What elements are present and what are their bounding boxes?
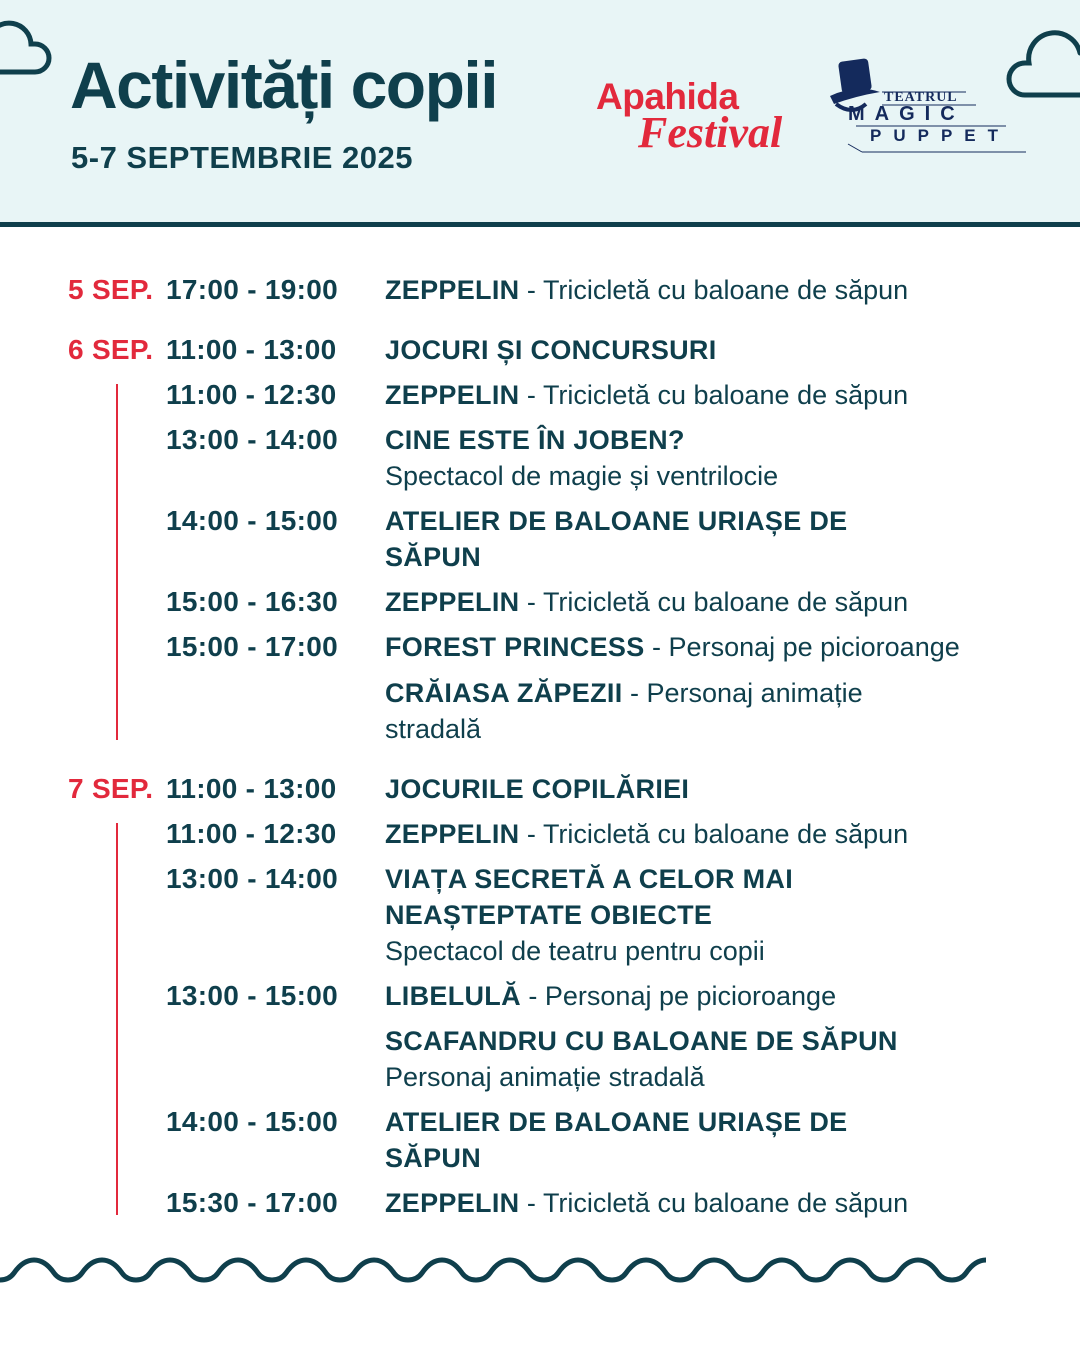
- event-name: CINE ESTE ÎN JOBEN?: [385, 425, 685, 455]
- page-title: Activități copii: [70, 48, 498, 122]
- header-divider: [0, 222, 1080, 227]
- cloud-icon: [0, 10, 60, 80]
- event-activity: [385, 675, 945, 747]
- event-name: JOCURILE COPILĂRIEI: [385, 774, 690, 804]
- event-activity: [385, 503, 865, 575]
- event-activity: [385, 1104, 865, 1176]
- event-description: Tricicletă cu baloane de săpun: [542, 819, 909, 849]
- event-time: 11:00 - 12:30: [166, 379, 337, 410]
- event-separator: -: [622, 678, 647, 708]
- event-separator: -: [644, 632, 669, 662]
- wave-divider: [0, 1252, 1080, 1292]
- event-activity: [385, 861, 865, 969]
- event-time: 13:00 - 15:00: [166, 980, 339, 1011]
- event-activity: [385, 1023, 1045, 1095]
- event-name: VIAȚA SECRETĂ A CELOR MAI NEAȘTEPTATE OBIECTE: [385, 864, 794, 930]
- event-name: ATELIER DE BALOANE URIAȘE DE SĂPUN: [385, 506, 848, 572]
- event-time: 13:00 - 14:00: [166, 424, 339, 455]
- magic-puppet-logo: [826, 56, 1036, 156]
- day-date: 5 SEP.: [68, 274, 154, 305]
- event-name: ZEPPELIN: [385, 275, 520, 305]
- event-description: Personaj pe picioroange: [668, 632, 960, 662]
- event-time: 15:00 - 16:30: [166, 586, 339, 617]
- event-description: Tricicletă cu baloane de săpun: [542, 587, 909, 617]
- event-description: Tricicletă cu baloane de săpun: [542, 1188, 909, 1218]
- event-dates: 5-7 SEPTEMBRIE 2025: [71, 140, 414, 175]
- event-name: ZEPPELIN: [385, 587, 520, 617]
- event-activity: [385, 1185, 1045, 1221]
- event-name: ATELIER DE BALOANE URIAȘE DE SĂPUN: [385, 1107, 848, 1173]
- event-activity: [385, 978, 1045, 1014]
- event-activity: [385, 377, 1045, 413]
- event-activity: [385, 816, 1045, 852]
- event-description: Personaj pe picioroange: [544, 981, 837, 1011]
- event-time: 15:30 - 17:00: [166, 1187, 339, 1218]
- event-separator: -: [520, 981, 545, 1011]
- event-subtitle: Spectacol de teatru pentru copii: [385, 936, 765, 966]
- event-name: ZEPPELIN: [385, 1188, 520, 1218]
- event-name: CRĂIASA ZĂPEZII: [385, 678, 623, 708]
- event-activity: [385, 332, 1045, 368]
- event-name: SCAFANDRU CU BALOANE DE SĂPUN: [385, 1026, 898, 1056]
- event-name: LIBELULĂ: [385, 981, 521, 1011]
- logo-teatrul: TEATRUL: [884, 90, 958, 105]
- event-activity: [385, 422, 1045, 494]
- event-time: 14:00 - 15:00: [166, 1106, 339, 1137]
- event-time: 11:00 - 13:00: [166, 773, 337, 804]
- event-description: Tricicletă cu baloane de săpun: [542, 275, 909, 305]
- event-activity: [385, 629, 1065, 665]
- event-time: 14:00 - 15:00: [166, 505, 339, 536]
- event-time: 17:00 - 19:00: [166, 274, 339, 305]
- event-time: 15:00 - 17:00: [166, 631, 339, 662]
- event-activity: [385, 272, 1045, 308]
- logo-line-2: Festival: [638, 108, 783, 157]
- day-date: 7 SEP.: [68, 773, 154, 804]
- event-activity: [385, 771, 1045, 807]
- logo-line-1: Apahida: [596, 76, 739, 117]
- event-name: ZEPPELIN: [385, 380, 520, 410]
- event-description: Personaj animație stradală: [385, 678, 863, 744]
- logo-puppet: PUPPET: [870, 126, 1011, 145]
- logo-magic: MAGIC: [848, 103, 965, 125]
- event-time: 11:00 - 13:00: [166, 334, 337, 365]
- event-separator: -: [519, 1188, 543, 1218]
- header-banner: [0, 0, 1080, 223]
- event-name: FOREST PRINCESS: [385, 632, 645, 662]
- event-separator: -: [519, 587, 543, 617]
- day-date: 6 SEP.: [68, 334, 154, 365]
- event-activity: [385, 584, 1045, 620]
- day-timeline-line: [116, 823, 118, 1215]
- event-separator: -: [519, 275, 543, 305]
- event-name: ZEPPELIN: [385, 819, 520, 849]
- event-time: 13:00 - 14:00: [166, 863, 339, 894]
- apahida-festival-logo: [596, 78, 806, 155]
- event-name: JOCURI ȘI CONCURSURI: [385, 335, 717, 365]
- event-subtitle: Personaj animație stradală: [385, 1062, 705, 1092]
- event-separator: -: [519, 819, 543, 849]
- event-separator: -: [519, 380, 543, 410]
- event-subtitle: Spectacol de magie și ventrilocie: [385, 461, 779, 491]
- day-timeline-line: [116, 384, 118, 740]
- event-description: Tricicletă cu baloane de săpun: [542, 380, 909, 410]
- event-time: 11:00 - 12:30: [166, 818, 337, 849]
